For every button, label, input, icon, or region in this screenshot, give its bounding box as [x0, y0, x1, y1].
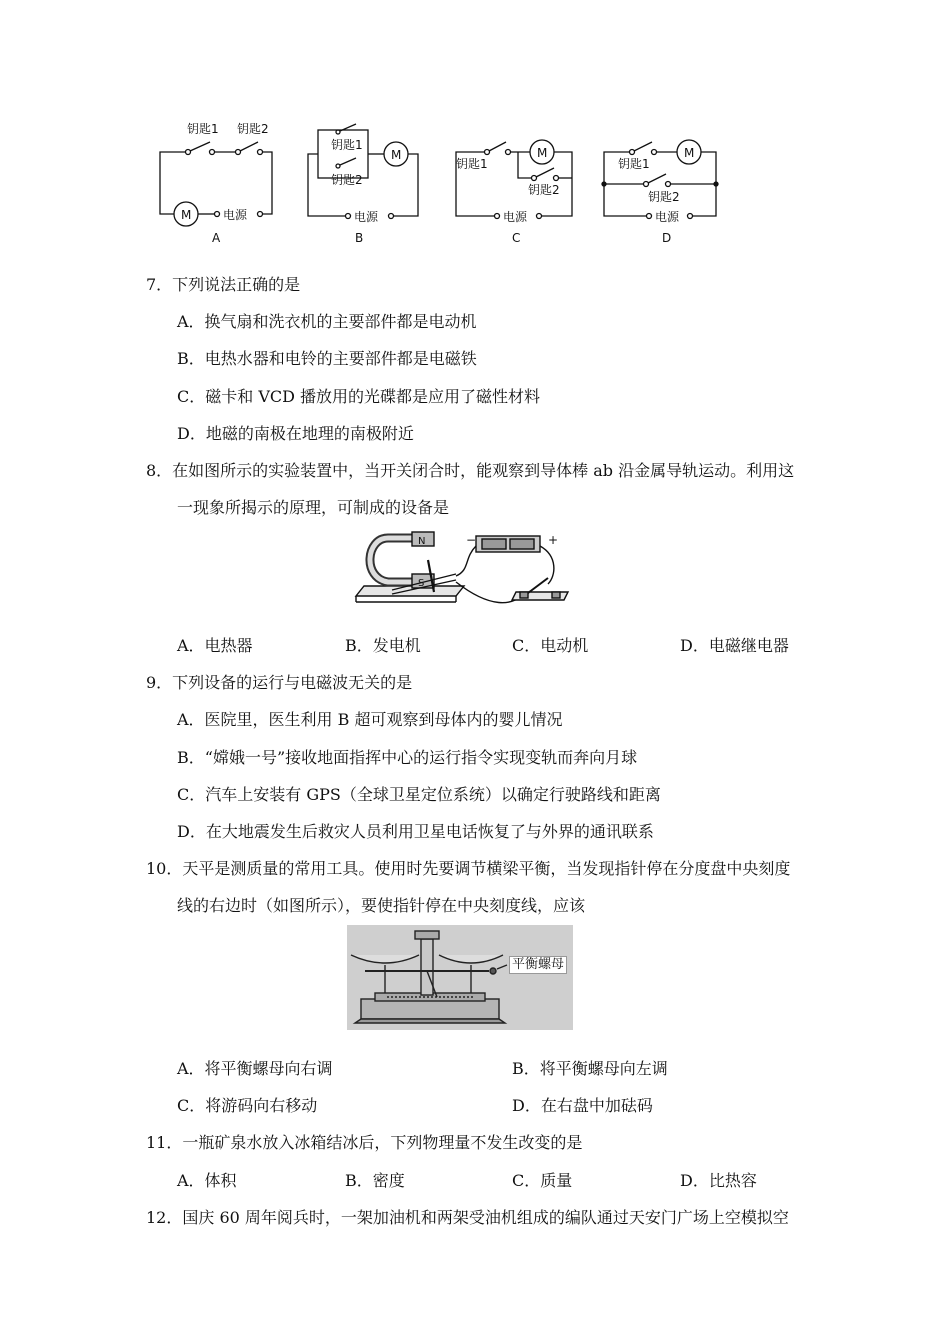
q10-option-b: B．将平衡螺母向左调 [512, 1059, 668, 1078]
circuit-b [308, 124, 418, 245]
q8-battery-minus: − [466, 533, 477, 547]
circuit-diagrams-svg [150, 112, 730, 252]
q9-option-b: B．“嫦娥一号”接收地面指挥中心的运行指令实现变轨而奔向月球 [177, 748, 638, 767]
circuit-a-motor: M [181, 208, 192, 222]
circuit-d-power: 电源 [655, 210, 680, 224]
q10-option-d: D．在右盘中加砝码 [512, 1096, 653, 1115]
q7-option-a: A．换气扇和洗衣机的主要部件都是电动机 [177, 312, 477, 331]
q10-balance-svg [347, 925, 573, 1030]
q10-option-a: A．将平衡螺母向右调 [177, 1059, 333, 1078]
circuit-d [602, 140, 718, 245]
q9-stem: 9．下列设备的运行与电磁波无关的是 [146, 673, 413, 692]
circuit-b-key1-label: 钥匙1 [331, 138, 363, 152]
q10-stem-line1: 10．天平是测质量的常用工具。使用时先要调节横梁平衡，当发现指针停在分度盘中央刻度 [146, 859, 791, 878]
q11-option-d: D．比热容 [680, 1171, 757, 1190]
circuit-c-motor: M [537, 146, 548, 160]
circuit-d-motor: M [684, 146, 695, 160]
circuit-b-power: 电源 [354, 210, 379, 224]
q10-option-c: C．将游码向右移动 [177, 1096, 318, 1115]
circuit-a-power: 电源 [223, 208, 248, 222]
q10-balance-figure [347, 925, 573, 1030]
q8-apparatus-svg [352, 530, 574, 608]
q8-stem-line2: 一现象所揭示的原理，可制成的设备是 [177, 498, 450, 517]
q8-option-d: D．电磁继电器 [680, 636, 789, 655]
circuit-b-label: B [355, 231, 364, 245]
q9-option-a: A．医院里，医生利用 B 超可观察到母体内的婴儿情况 [177, 710, 563, 729]
q8-option-a: A．电热器 [177, 636, 253, 655]
q7-option-b: B．电热水器和电铃的主要部件都是电磁铁 [177, 349, 477, 368]
q11-option-b: B．密度 [345, 1171, 405, 1190]
circuit-a-label: A [212, 231, 221, 245]
q9-option-c: C．汽车上安装有 GPS（全球卫星定位系统）以确定行驶路线和距离 [177, 785, 661, 804]
circuit-d-label: D [662, 231, 672, 245]
q7-stem: 7．下列说法正确的是 [146, 275, 301, 294]
q10-balance-nut-label: 平衡螺母 [509, 956, 567, 974]
circuit-d-key2-label: 钥匙2 [648, 190, 680, 204]
circuit-c [456, 140, 572, 245]
circuit-b-motor: M [391, 148, 402, 162]
q7-option-c: C．磁卡和 VCD 播放用的光碟都是应用了磁性材料 [177, 387, 541, 406]
circuit-c-key2-label: 钥匙2 [528, 183, 560, 197]
q11-option-a: A．体积 [177, 1171, 237, 1190]
q8-magnet-n: N [418, 536, 426, 547]
q8-magnet-s: S [418, 578, 425, 589]
q11-option-c: C．质量 [512, 1171, 573, 1190]
circuit-diagrams [150, 112, 730, 252]
q8-apparatus-figure [352, 530, 574, 608]
q8-option-c: C．电动机 [512, 636, 589, 655]
q7-option-d: D．地磁的南极在地理的南极附近 [177, 424, 414, 443]
q11-stem: 11．一瓶矿泉水放入冰箱结冰后，下列物理量不发生改变的是 [146, 1133, 583, 1152]
q10-stem-line2: 线的右边时（如图所示），要使指针停在中央刻度线，应该 [177, 896, 586, 915]
circuit-a [160, 122, 272, 245]
circuit-d-key1-label: 钥匙1 [618, 157, 650, 171]
q8-option-b: B．发电机 [345, 636, 421, 655]
circuit-c-label: C [512, 231, 521, 245]
circuit-a-key2-label: 钥匙2 [237, 122, 269, 136]
q12-stem: 12．国庆 60 周年阅兵时，一架加油机和两架受油机组成的编队通过天安门广场上空模拟空 [146, 1208, 789, 1227]
circuit-c-key1-label: 钥匙1 [456, 157, 488, 171]
circuit-b-key2-label: 钥匙2 [331, 173, 363, 187]
q8-battery-plus: + [548, 533, 559, 547]
circuit-c-power: 电源 [503, 210, 528, 224]
q9-option-d: D．在大地震发生后救灾人员利用卫星电话恢复了与外界的通讯联系 [177, 822, 654, 841]
circuit-a-key1-label: 钥匙1 [187, 122, 219, 136]
q8-stem-line1: 8．在如图所示的实验装置中，当开关闭合时，能观察到导体棒 ab 沿金属导轨运动。利用这 [146, 461, 795, 480]
